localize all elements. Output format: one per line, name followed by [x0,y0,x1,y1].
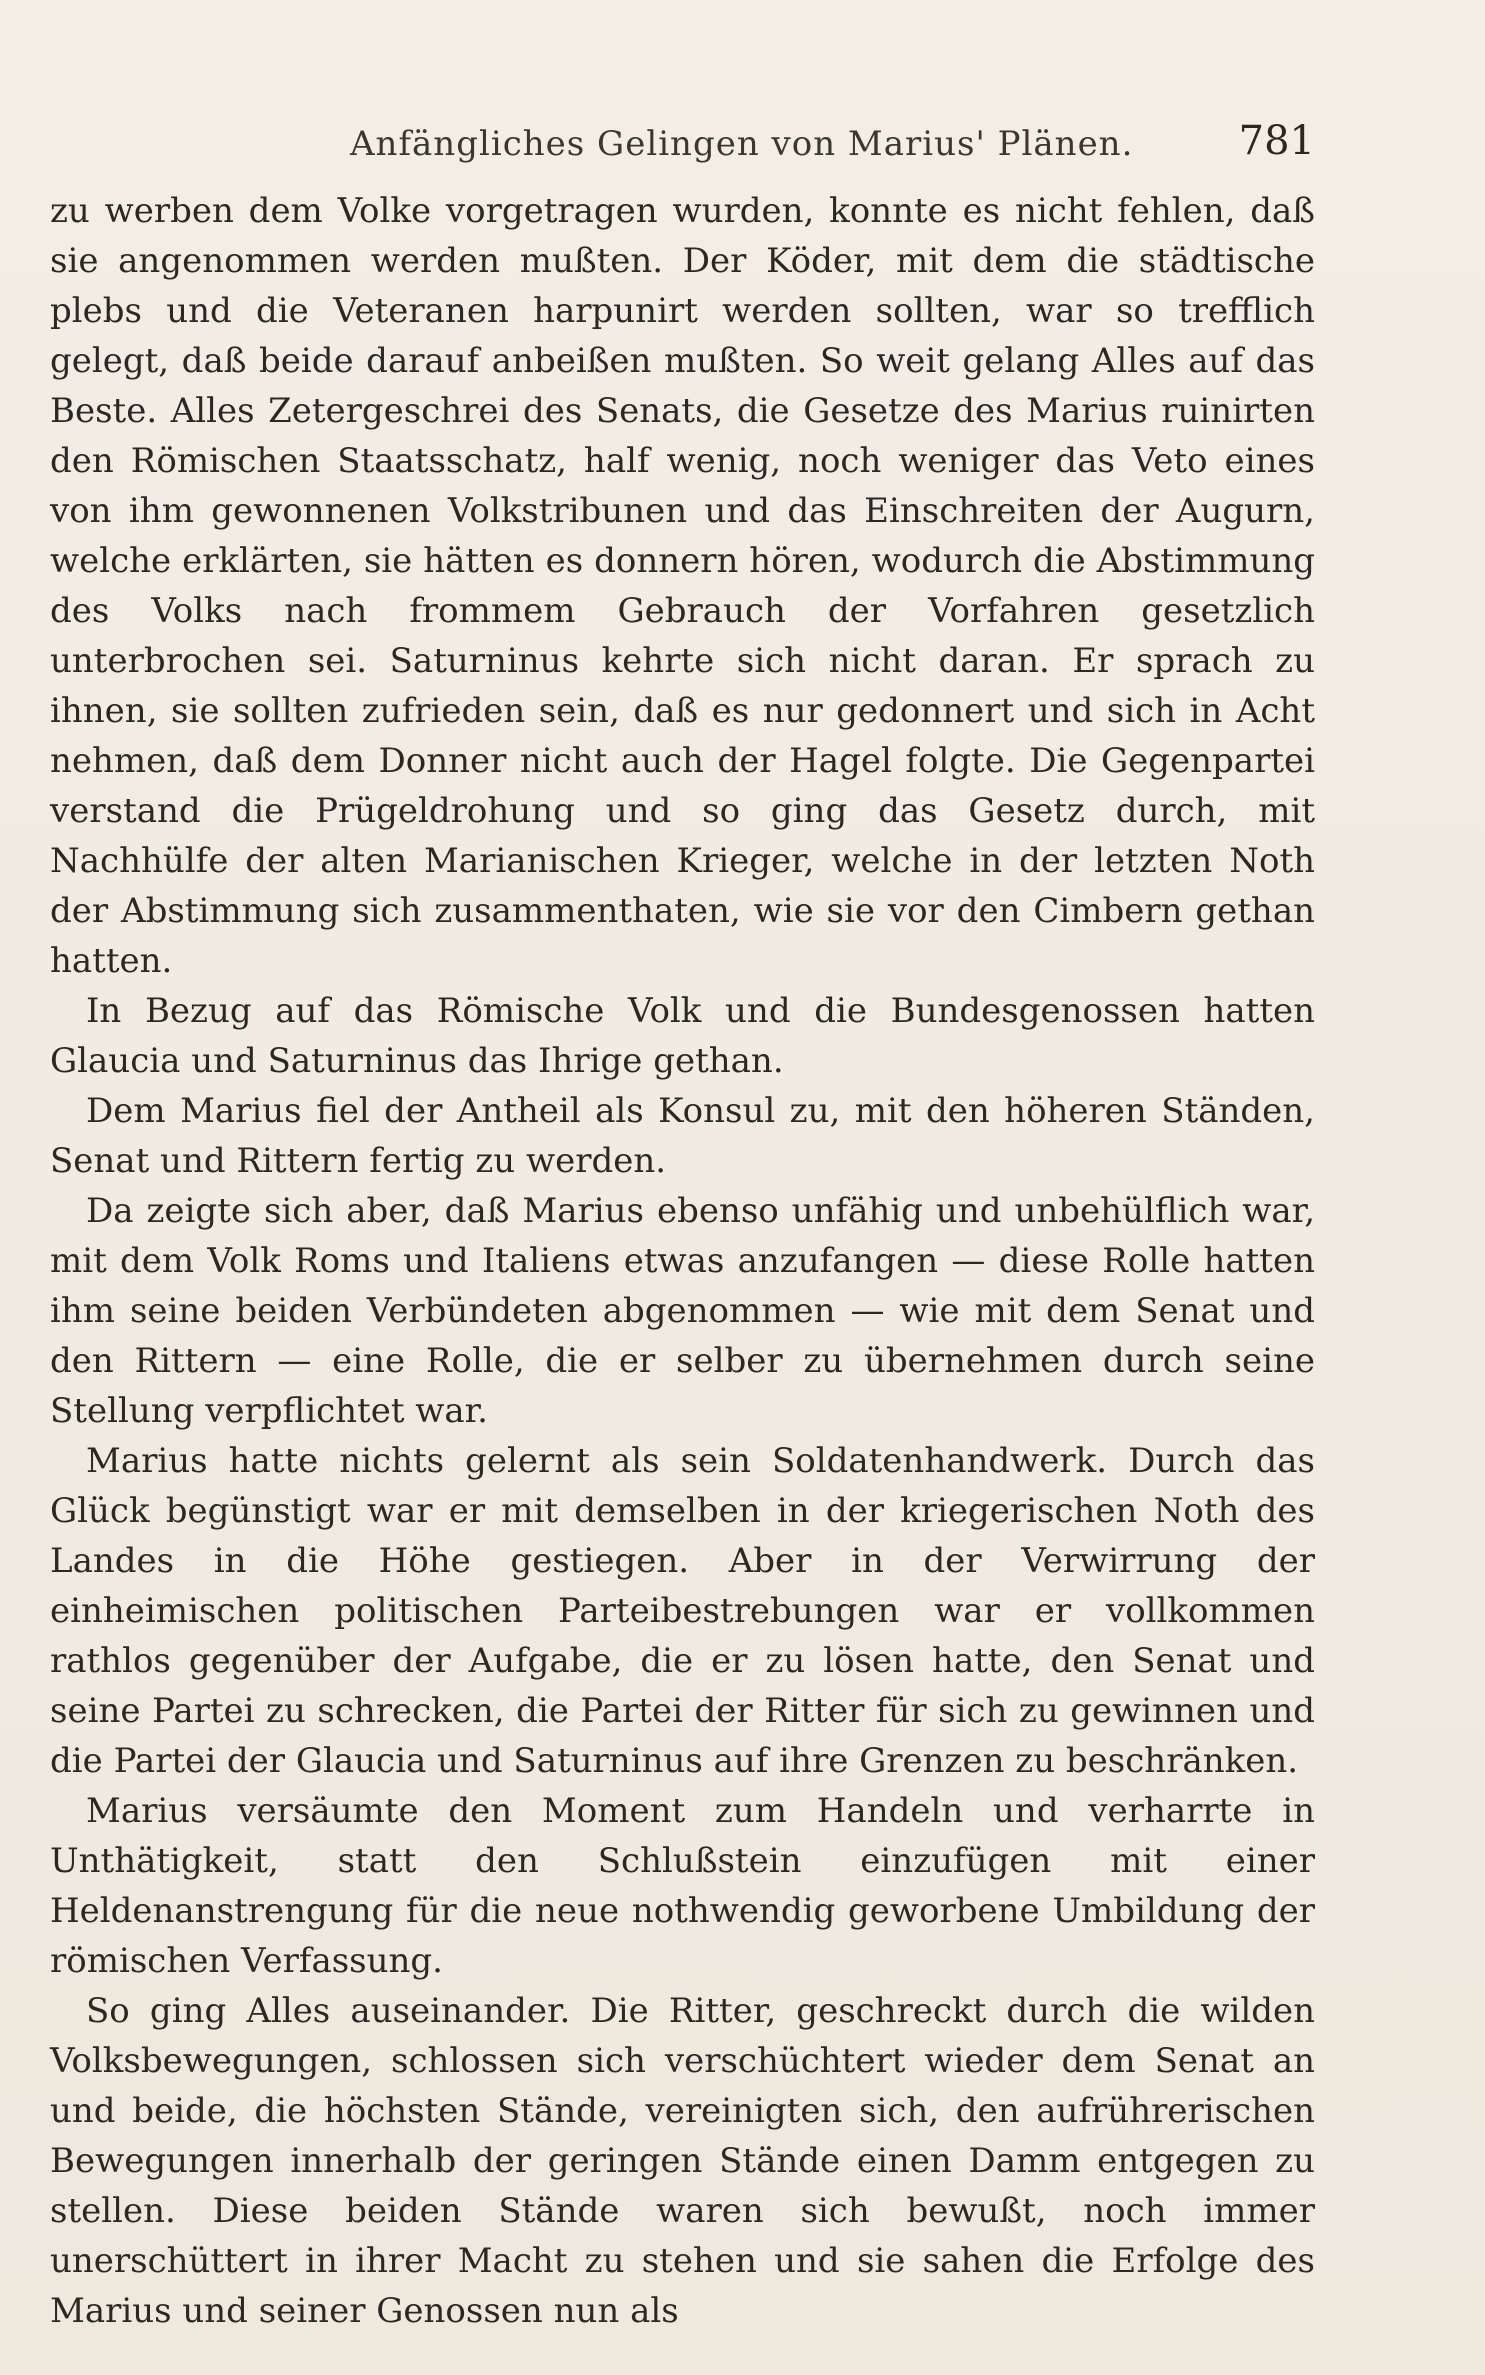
running-title: Anfängliches Gelingen von Marius' Plänen. [350,124,1134,164]
paragraph-2: In Bezug auf das Römische Volk und die Bundesgenossen hatten Glaucia und Saturninus das Ihrige gethan. [50,991,1315,1081]
paragraph-3: Dem Marius fiel der Antheil als Konsul zu, mit den höheren Ständen, Senat und Rittern fertig zu werden. [50,1091,1315,1181]
page-header [50,110,1315,170]
paragraph-6: Marius versäumte den Moment zum Handeln und verharrte in Unthätigkeit, statt den Schlußstein einzufügen mit einer Heldenanstrengung für die neue nothwendig geworbene Umbildung der römischen Verfassung. [50,1791,1315,1981]
page-number: 781 [1238,118,1315,164]
body-text [50,186,1315,2336]
paragraph-7: So ging Alles auseinander. Die Ritter, geschreckt durch die wilden Volksbewegungen, schlossen sich verschüchtert wieder dem Senat an und beide, die höchsten Stände, vereinigten sich, den aufrührerischen Bewegungen innerhalb der geringen Stände einen Damm entgegen zu stellen. Diese beiden Stände waren sich bewußt, noch immer unerschüttert in ihrer Macht zu stehen und sie sahen die Erfolge des Marius und seiner Genossen nun als [50,1991,1315,2331]
paragraph-1: zu werben dem Volke vorgetragen wurden, konnte es nicht fehlen, daß sie angenommen werden mußten. Der Köder, mit dem die städtische plebs und die Veteranen harpunirt werden sollten, war so trefflich gelegt, daß beide darauf anbeißen mußten. So weit gelang Alles auf das Beste. Alles Zetergeschrei des Senats, die Gesetze des Marius ruinirten den Römischen Staatsschatz, half wenig, noch weniger das Veto eines von ihm gewonnenen Volkstribunen und das Einschreiten der Augurn, welche erklärten, sie hätten es donnern hören, wodurch die Abstimmung des Volks nach frommem Gebrauch der Vorfahren gesetzlich unterbrochen sei. Saturninus kehrte sich nicht daran. Er sprach zu ihnen, sie sollten zufrieden sein, daß es nur gedonnert und sich in Acht nehmen, daß dem Donner nicht auch der Hagel folgte. Die Gegenpartei verstand die Prügeldrohung und so ging das Gesetz durch, mit Nachhülfe der alten Marianischen Krieger, welche in der letzten Noth der Abstimmung sich zusammenthaten, wie sie vor den Cimbern gethan hatten. [50,191,1315,981]
paragraph-5: Marius hatte nichts gelernt als sein Soldatenhandwerk. Durch das Glück begünstigt war er mit demselben in der kriegerischen Noth des Landes in die Höhe gestiegen. Aber in der Verwirrung der einheimischen politischen Parteibestrebungen war er vollkommen rathlos gegenüber der Aufgabe, die er zu lösen hatte, den Senat und seine Partei zu schrecken, die Partei der Ritter für sich zu gewinnen und die Partei der Glaucia und Saturninus auf ihre Grenzen zu beschränken. [50,1441,1315,1781]
paragraph-4: Da zeigte sich aber, daß Marius ebenso unfähig und unbehülflich war, mit dem Volk Roms und Italiens etwas anzufangen — diese Rolle hatten ihm seine beiden Verbündeten abgenommen — wie mit dem Senat und den Rittern — eine Rolle, die er selber zu übernehmen durch seine Stellung verpflichtet war. [50,1191,1315,1431]
